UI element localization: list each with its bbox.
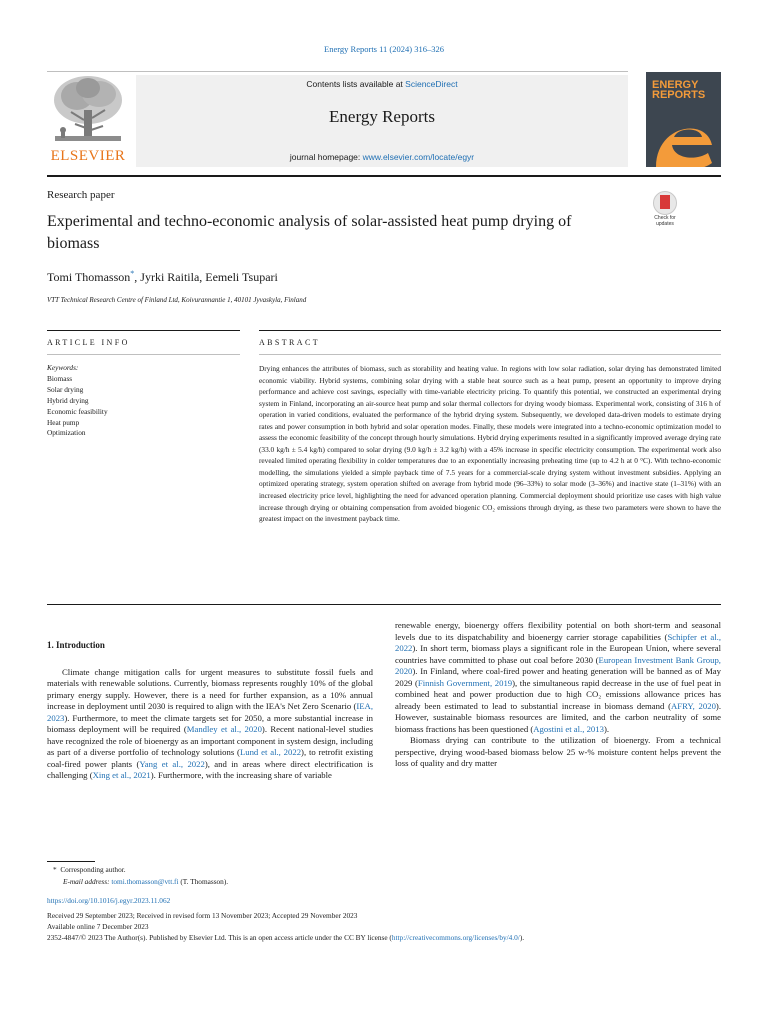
footnote-text: Corresponding author.	[60, 865, 126, 874]
article-info-subrule	[47, 354, 240, 355]
header-rule	[47, 71, 628, 72]
body-paragraph	[395, 620, 721, 735]
sciencedirect-link[interactable]: ScienceDirect	[405, 79, 458, 89]
citation-link[interactable]: European Investment Bank Group, 2020	[395, 654, 721, 676]
cover-title-line-2: REPORTS	[652, 89, 706, 101]
email-suffix: (T. Thomasson).	[178, 877, 229, 886]
paragraph-text: ). However, sustainable biomass resources are limited, and the carbon neutrality of some biomass fractions has been questioned (	[395, 700, 721, 734]
journal-reference[interactable]: Energy Reports 11 (2024) 316–326	[324, 44, 444, 54]
history-dates: Received 29 September 2023; Received in revised form 13 November 2023; Accepted 29 November 2023	[47, 911, 358, 920]
cover-graphic-icon	[646, 105, 721, 167]
elsevier-wordmark: ELSEVIER	[50, 148, 126, 164]
email-link[interactable]: tomi.thomasson@vtt.fi	[111, 877, 179, 886]
journal-name: Energy Reports	[329, 107, 435, 126]
citation-link[interactable]: Schipfer et al., 2022	[395, 631, 721, 653]
article-info-rule	[47, 330, 240, 331]
check-for-updates-badge[interactable]	[648, 191, 682, 231]
affiliation: VTT Technical Research Centre of Finland Ltd, Koivurannantie 1, 40101 Jyvaskyla, Finland	[47, 296, 307, 304]
abstract-text: Drying enhances the attributes of biomass, such as storability and heating value. In regions with low solar radiation, solar drying has demonstrated limited economic viability. Hybrid systems, combining solar drying with a stable heat source such as a heat pump, present an opportunity to improve drying performance and achieve cost savings, especially with time-variable electricity pricing. To quantify this potential, we constructed an experimental drying system in Finland, incorporating an air-source heat pump and solar thermal collectors for drying woody biomass. Experimental work, consisting of 316 h of operation in varied conditions, evaluated the performance of the hybrid drying system. Subsequently, we developed data-driven models to estimate drying rates and power consumption in both hybrid and solar operation modes. Finally, these models were integrated into a techno-economic optimization model to assess the economic feasibility of the concept through hourly simulations. Hybrid drying experiments resulted in a significantly improved average drying rate (33.0 kg/h ± 5.4 kg/h) compared to solar drying (9.0 kg/h ± 3.2 kg/h) with a 45% increase in specific electricity consumption. The experimental work also revealed limited operating flexibility in colder temperatures due to an exponentially increasing preheating time (up to 4.2 h at 0 °C). With techno-economic modelling, the simulations yielded a simple payback time of 7.5 years for a commercial-scale drying system without investment subsidies. Applying an optimized operating strategy, system operation shifted on average from hybrid mode (96–33%) to solar mode (3–36%) and inactive state (1–31%) with an increased electricity price level, highlighting the need for advanced operation planning. Commercial deployment should prioritize use cases with high value increase through drying or obtaining compensation from avoided biogenic CO₂ emissions through drying, as these two parameters were shown to have the greatest impact on the investment payback time.	[259, 364, 721, 524]
keyword-item: Heat pump	[47, 417, 80, 427]
paragraph-text: ), and in areas where direct electrification is challenging (	[47, 758, 373, 780]
paragraph-text: ), the simultaneous rapid decrease in the use of fuel peat in combined heat and power production due to high CO₂ emissions allowance prices has already been estimated to lead to substantial increase in biomass demand (	[395, 677, 721, 711]
article-info-heading: ARTICLE INFO	[47, 338, 130, 347]
paragraph-text: ). In Finland, where coal-fired power and heating generation will be banned as of May 2029 (	[395, 666, 721, 688]
email-footnote	[63, 877, 228, 888]
paragraph-text: ). Furthermore, to meet the climate targets set for 2050, a more substantial increase in biomass deployment will be required (	[47, 712, 373, 734]
cover-title	[652, 80, 705, 100]
paragraph-text: ), to retrofit existing coal-fired power plants (	[47, 747, 373, 769]
body-column-right	[395, 620, 721, 770]
license-suffix: ).	[519, 933, 525, 942]
paragraph-text: Climate change mitigation calls for urgent measures to substitute fossil fuels and materials with renewable solutions. Currently, biomass represents roughly 10% of the global primary energy supply. However, there is a need for further expansion, as a 10% annual increase in deployment until 2030 is required to align with the IEA's Net Zero Scenario (	[47, 666, 373, 711]
abstract-heading: ABSTRACT	[259, 338, 320, 347]
doi-link[interactable]: https://doi.org/10.1016/j.egyr.2023.11.062	[47, 896, 171, 905]
corresponding-author-footnote	[53, 865, 126, 876]
paragraph-text: ). Recent national-level studies have recognized the role of bioenergy as an important component in system design, including as part of a diverse portfolio of technology solutions (	[47, 724, 374, 757]
keywords-block	[47, 363, 108, 439]
homepage-line	[136, 152, 628, 162]
journal-cover[interactable]	[646, 72, 721, 167]
keyword-item: Hybrid drying	[47, 395, 89, 405]
journal-header-band	[136, 75, 628, 167]
abstract-subrule	[259, 354, 721, 355]
paragraph-text: ).	[603, 723, 610, 734]
doi-line	[47, 896, 170, 907]
license-text: 2352-4847/© 2023 The Author(s). Published by Elsevier Ltd. This is an open access article under the CC BY license (	[47, 933, 392, 942]
citation-link[interactable]: AFRY, 2020	[671, 700, 716, 711]
citation-link[interactable]: Lund et al., 2022	[239, 747, 302, 757]
corresponding-author-marker[interactable]: *	[130, 269, 135, 278]
footnote-rule	[47, 861, 95, 862]
email-label: E-mail address:	[63, 877, 110, 886]
footnote-marker: *	[53, 865, 57, 874]
keyword-item: Solar drying	[47, 384, 84, 394]
keyword-item: Optimization	[47, 428, 86, 438]
body-paragraph	[47, 667, 373, 782]
author-list	[47, 269, 278, 285]
coauthor-names: , Jyrki Raitila, Eemeli Tsupari	[134, 270, 278, 284]
article-type: Research paper	[47, 189, 115, 201]
elsevier-logo[interactable]	[47, 72, 129, 164]
elsevier-tree-icon	[47, 72, 129, 148]
citation-link[interactable]: Xing et al., 2021	[92, 770, 151, 780]
citation-link[interactable]: Agostini et al., 2013	[533, 723, 604, 734]
section-heading: 1. Introduction	[47, 640, 105, 650]
header-divider	[47, 175, 721, 177]
check-updates-label: Check for updates	[654, 215, 676, 227]
author-name[interactable]: Tomi Thomasson	[47, 270, 131, 284]
keyword-item: Biomass	[47, 373, 73, 383]
contents-line	[136, 79, 628, 89]
online-date: Available online 7 December 2023	[47, 922, 149, 931]
contents-prefix: Contents lists available at	[306, 79, 406, 89]
body-column-left	[47, 620, 373, 782]
keyword-item: Economic feasibility	[47, 406, 108, 416]
paragraph-text: renewable energy, bioenergy offers flexibility potential on both short-term and seasonal levels due to its dispatchability and bioenergy carrier storage capabilities (	[395, 620, 721, 642]
keywords-label: Keywords:	[47, 363, 79, 372]
body-paragraph: Biomass drying can contribute to the utilization of bioenergy. From a technical perspective, drying wood-based biomass below 25 w-% moisture content helps prevent the loss of quality and dry matter	[395, 735, 721, 768]
paper-title: Experimental and techno-economic analysis of solar-assisted heat pump drying of biomass	[47, 213, 572, 252]
citation-link[interactable]: Yang et al., 2022	[139, 758, 205, 769]
license-line	[47, 933, 524, 944]
bookmark-icon	[660, 195, 670, 209]
paragraph-text: ). Furthermore, with the increasing share of variable	[150, 770, 332, 780]
abstract-bottom-rule	[47, 604, 721, 605]
license-link[interactable]: http://creativecommons.org/licenses/by/4.0/	[391, 933, 520, 942]
citation-link[interactable]: IEA, 2023	[47, 701, 373, 723]
homepage-link[interactable]: www.elsevier.com/locate/egyr	[362, 152, 475, 162]
abstract-rule	[259, 330, 721, 331]
homepage-prefix: journal homepage:	[289, 152, 363, 162]
citation-link[interactable]: Mandley et al., 2020	[186, 724, 262, 734]
cover-title-line-1: ENERGY	[652, 79, 699, 91]
citation-link[interactable]: Finnish Government, 2019	[417, 677, 513, 688]
paragraph-text: ). In short term, biomass plays a significant role in the European Union, where several countries have committed to phase out coal before 2030 (	[395, 643, 721, 665]
